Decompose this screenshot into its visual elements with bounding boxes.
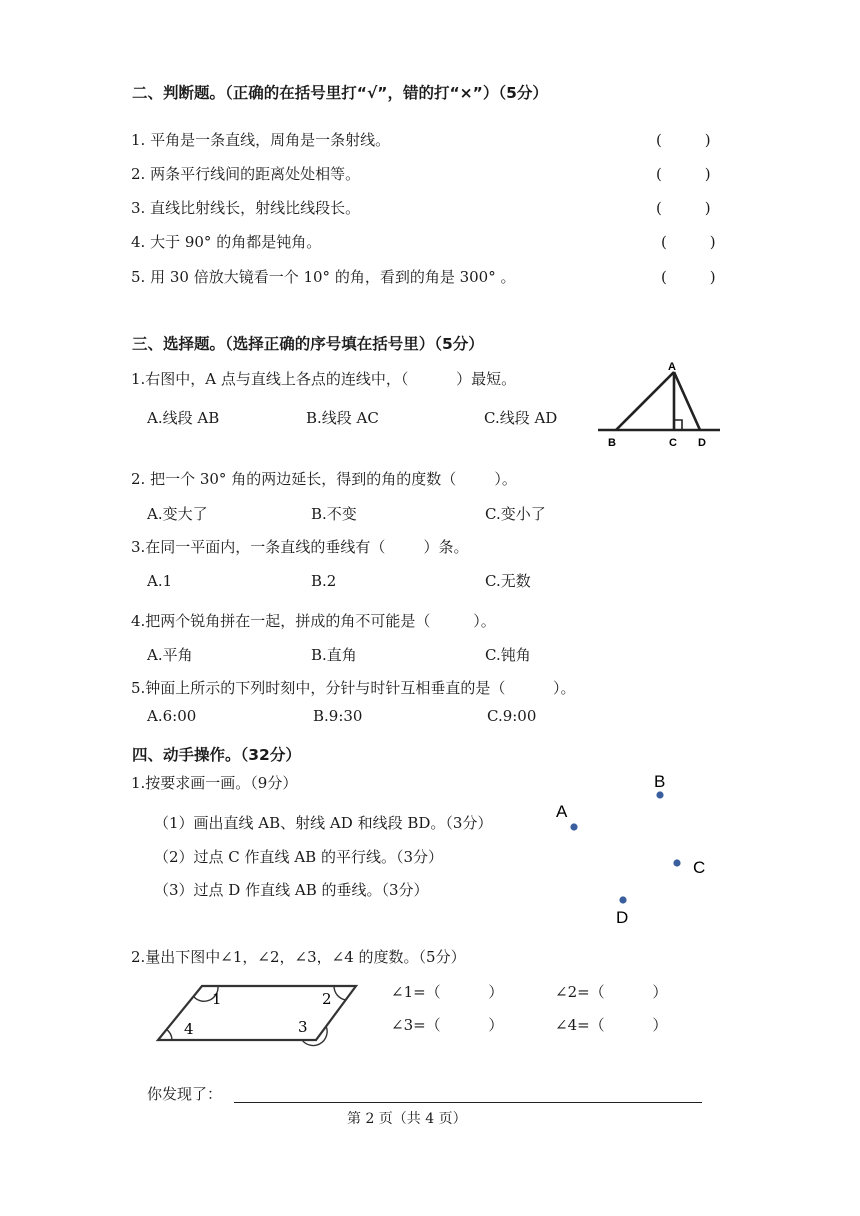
- choice-q2-option-a[interactable]: A.变大了: [147, 505, 208, 523]
- point-d: [619, 896, 626, 903]
- judgement-item-4: 4. 大于 90° 的角都是钝角。: [131, 233, 322, 251]
- point-b: [656, 791, 663, 798]
- figure-label-d: D: [698, 437, 706, 449]
- angle-2-blank[interactable]: ∠2=（ ）: [555, 983, 668, 1001]
- judgement-item-2: 2. 两条平行线间的距离处处相等。: [131, 165, 361, 183]
- choice-q3-option-b[interactable]: B.2: [311, 572, 337, 590]
- figure-label-b: B: [608, 437, 616, 449]
- figure-label-a: A: [668, 361, 676, 373]
- choice-q1-option-a[interactable]: A.线段 AB: [147, 409, 220, 427]
- section-3-title: 三、选择题。（选择正确的序号填在括号里）（5分）: [132, 335, 484, 353]
- parallelogram-figure: [150, 978, 370, 1048]
- answer-paren-3[interactable]: ( ): [656, 199, 711, 217]
- judgement-item-1: 1. 平角是一条直线，周角是一条射线。: [131, 131, 391, 149]
- draw-q1-sub-2: （2）过点 C 作直线 AB 的平行线。（3分）: [154, 848, 443, 866]
- choice-q2-stem: 2. 把一个 30° 角的两边延长，得到的角的度数（ ）。: [131, 470, 517, 488]
- choice-q3-option-a[interactable]: A.1: [147, 572, 173, 590]
- draw-q1-sub-1: （1）画出直线 AB、射线 AD 和线段 BD。（3分）: [154, 814, 493, 832]
- figure-label-c: C: [669, 437, 677, 449]
- discovery-label: 你发现了：: [147, 1085, 223, 1103]
- page-footer: 第 2 页（共 4 页）: [347, 1111, 467, 1127]
- answer-paren-2[interactable]: ( ): [656, 165, 711, 183]
- section-4-title: 四、动手操作。（32分）: [132, 746, 301, 764]
- judgement-item-5: 5. 用 30 倍放大镜看一个 10° 的角，看到的角是 300° 。: [131, 268, 516, 286]
- discovery-answer-line[interactable]: [234, 1102, 702, 1103]
- angle-label-2: 2: [322, 990, 332, 1008]
- choice-q4-option-b[interactable]: B.直角: [311, 646, 357, 664]
- choice-q2-option-c[interactable]: C.变小了: [485, 505, 546, 523]
- draw-q1-stem: 1.按要求画一画。（9分）: [131, 774, 298, 792]
- choice-q5-option-a[interactable]: A.6:00: [147, 707, 197, 725]
- point-label-c: C: [693, 858, 706, 877]
- choice-q3-option-c[interactable]: C.无数: [485, 572, 531, 590]
- answer-paren-4[interactable]: ( ): [661, 233, 716, 251]
- angle-label-1: 1: [212, 990, 222, 1008]
- choice-q5-option-b[interactable]: B.9:30: [313, 707, 363, 725]
- choice-q4-stem: 4.把两个锐角拼在一起，拼成的角不可能是（ ）。: [131, 612, 496, 630]
- answer-paren-5[interactable]: ( ): [661, 268, 716, 286]
- choice-q5-option-c[interactable]: C.9:00: [487, 707, 537, 725]
- section-2-title: 二、判断题。（正确的在括号里打“√”，错的打“×”）（5分）: [132, 84, 548, 102]
- angle-label-4: 4: [184, 1020, 194, 1038]
- drawing-points-figure[interactable]: [550, 765, 720, 930]
- measure-q2-stem: 2.量出下图中∠1，∠2，∠3，∠4 的度数。（5分）: [131, 948, 466, 966]
- choice-q3-stem: 3.在同一平面内，一条直线的垂线有（ ）条。: [131, 538, 469, 556]
- angle-label-3: 3: [298, 1018, 308, 1036]
- angle-3-blank[interactable]: ∠3=（ ）: [391, 1016, 504, 1034]
- angle-4-blank[interactable]: ∠4=（ ）: [555, 1016, 668, 1034]
- choice-q4-option-a[interactable]: A.平角: [147, 646, 193, 664]
- choice-q1-option-b[interactable]: B.线段 AC: [306, 409, 379, 427]
- point-label-a: A: [556, 802, 568, 821]
- choice-q1-option-c[interactable]: C.线段 AD: [484, 409, 558, 427]
- choice-q5-stem: 5.钟面上所示的下列时刻中，分针与时针互相垂直的是（ ）。: [131, 679, 576, 697]
- angle-1-blank[interactable]: ∠1=（ ）: [391, 983, 504, 1001]
- choice-q1-stem: 1.右图中，A 点与直线上各点的连线中，（ ）最短。: [131, 370, 517, 388]
- choice-q2-option-b[interactable]: B.不变: [311, 505, 357, 523]
- answer-paren-1[interactable]: ( ): [656, 131, 711, 149]
- point-label-b: B: [654, 772, 666, 791]
- judgement-item-3: 3. 直线比射线长，射线比线段长。: [131, 199, 361, 217]
- draw-q1-sub-3: （3）过点 D 作直线 AB 的垂线。（3分）: [154, 881, 429, 899]
- point-label-d: D: [616, 908, 629, 927]
- point-a: [570, 823, 577, 830]
- point-c: [673, 859, 680, 866]
- perpendicular-figure: [594, 352, 724, 452]
- choice-q4-option-c[interactable]: C.钝角: [485, 646, 531, 664]
